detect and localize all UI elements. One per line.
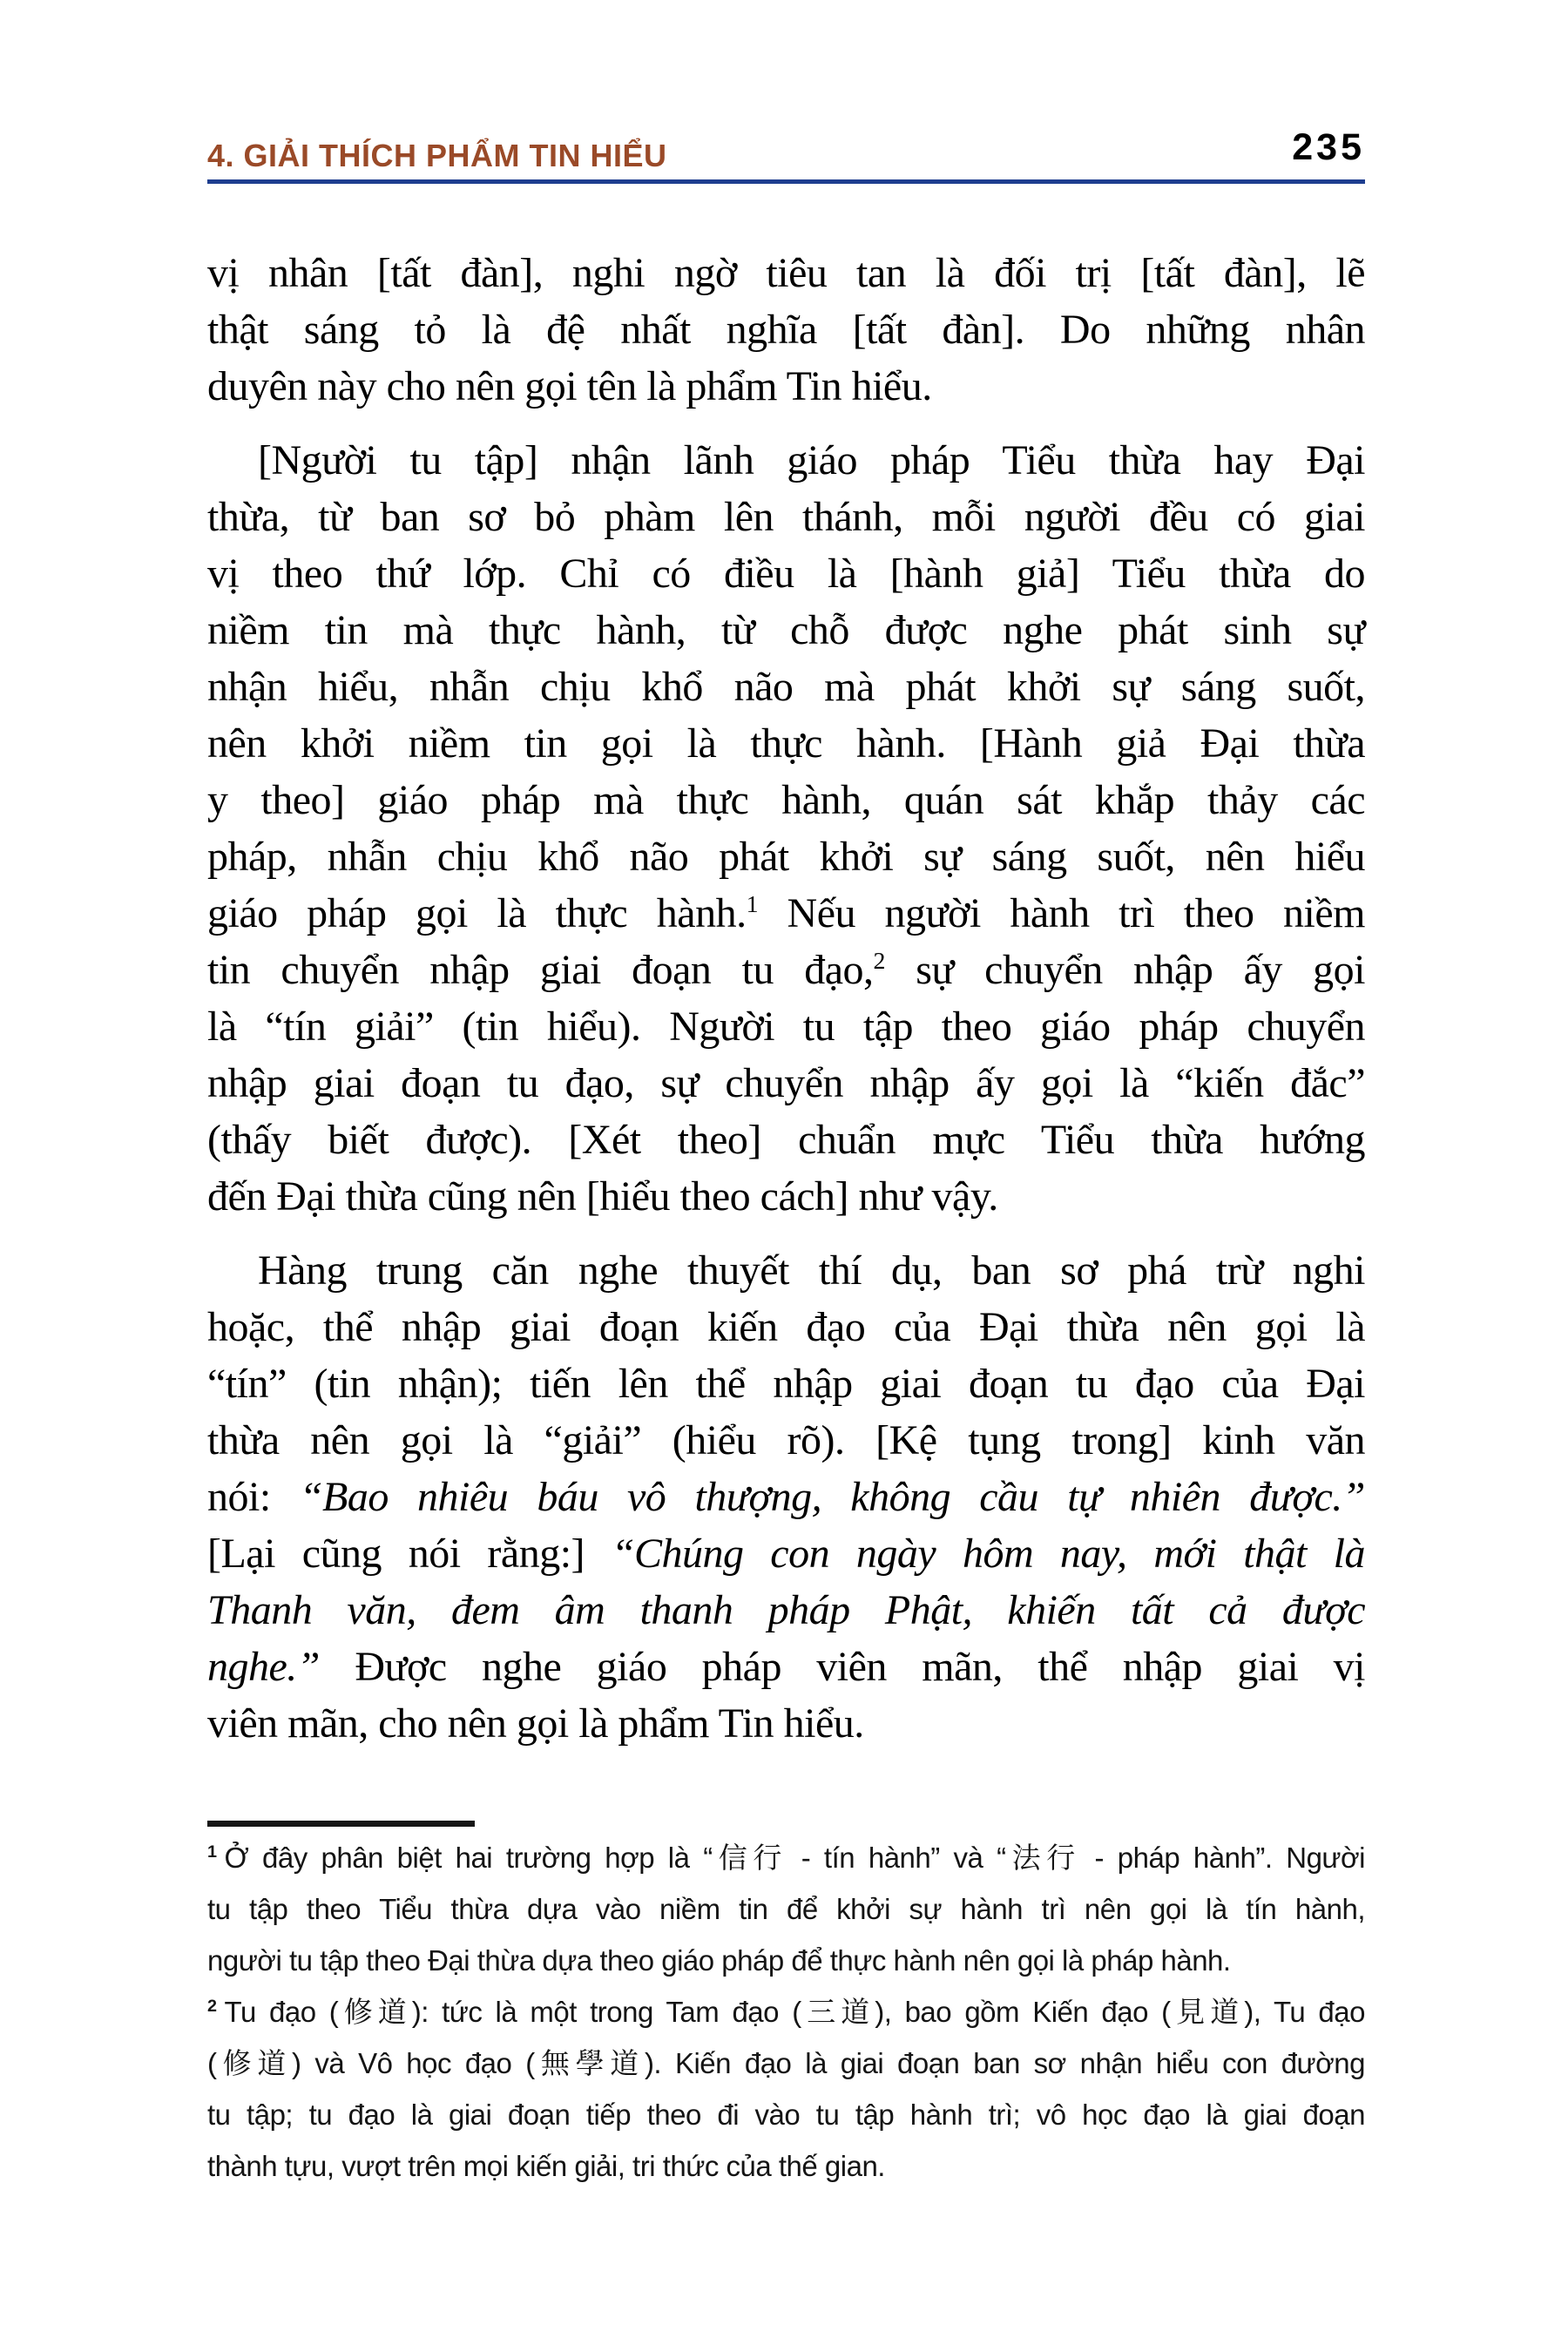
- body-line: y theo] giáo pháp mà thực hành, quán sát khắp thảy các: [207, 777, 1365, 823]
- body-line: pháp, nhẫn chịu khổ não phát khởi sự sáng suốt, nên hiểu: [207, 834, 1365, 880]
- body-line: giáo pháp gọi là thực hành.$^1$ Nếu người hành trì theo niềm: [207, 890, 1366, 936]
- body-line: [Người tu tập] nhận lãnh giáo pháp Tiểu thừa hay Đại: [258, 437, 1365, 483]
- body-line: niềm tin mà thực hành, từ chỗ được nghe phát sinh sự: [207, 607, 1365, 653]
- body-line: nhận hiểu, nhẫn chịu khổ não mà phát khởi sự sáng suốt,: [207, 664, 1365, 710]
- body-line: là “tín giải” (tin hiểu). Người tu tập theo giáo pháp chuyển: [207, 1004, 1365, 1050]
- paragraph: [207, 245, 1365, 415]
- quoted-verse-italic: “Bao nhiêu báu vô thượng, không cầu tự nhiên được.”: [299, 1474, 1366, 1520]
- footnote: [207, 1986, 1365, 2192]
- footnote-line: tu tập theo Tiểu thừa dựa vào niềm tin để khởi sự hành trì nên gọi là tín hành,: [207, 1893, 1365, 1925]
- footnote-line: thành tựu, vượt trên mọi kiến giải, tri thức của thế gian.: [207, 2150, 885, 2182]
- body-line: tin chuyển nhập giai đoạn tu đạo,$^2$ sự chuyển nhập ấy gọi: [207, 947, 1365, 993]
- page-header: [0, 0, 1568, 184]
- footnote-line: (修道) và Vô học đạo (無學道). Kiến đạo là giai đoạn ban sơ nhận hiểu con đường: [207, 2047, 1365, 2079]
- footnote-marker: 2: [207, 1997, 217, 2016]
- header-row: [207, 126, 1365, 174]
- footnote-rule: [207, 1821, 475, 1827]
- body-line: “tín” (tin nhận); tiến lên thể nhập giai đoạn tu đạo của Đại: [207, 1361, 1365, 1407]
- paragraph: [207, 432, 1365, 1225]
- footnote-ref: 1: [746, 891, 758, 918]
- body-line: thừa nên gọi là “giải” (hiểu rõ). [Kệ tụng trong] kinh văn: [207, 1417, 1365, 1463]
- footnote-list: [207, 1832, 1365, 2192]
- footnote-line: tu tập; tu đạo là giai đoạn tiếp theo đi vào tu tập hành trì; vô học đạo là giai đoạn: [207, 2099, 1365, 2131]
- body-line: Hàng trung căn nghe thuyết thí dụ, ban sơ phá trừ nghi: [258, 1247, 1365, 1294]
- quoted-verse-italic: nghe.”: [207, 1644, 320, 1690]
- body-line: [Lại cũng nói rằng:] “Chúng con ngày hôm nay, mới thật là: [207, 1531, 1366, 1577]
- footnote-ref: 2: [873, 948, 885, 975]
- footnotes-section: [207, 1821, 1365, 2192]
- footnote-line: người tu tập theo Đại thừa dựa theo giáo pháp để thực hành nên gọi là pháp hành.: [207, 1944, 1231, 1977]
- body-line: viên mãn, cho nên gọi là phẩm Tin hiểu.: [207, 1700, 864, 1747]
- quoted-verse-italic: “Chúng con ngày hôm nay, mới thật là: [611, 1531, 1366, 1577]
- body-line: hoặc, thể nhập giai đoạn kiến đạo của Đại thừa nên gọi là: [207, 1304, 1365, 1350]
- page-number: 235: [1292, 126, 1365, 168]
- body-line: nói: “Bao nhiêu báu vô thượng, không cầu tự nhiên được.”: [207, 1474, 1366, 1520]
- body-line: nhập giai đoạn tu đạo, sự chuyển nhập ấy gọi là “kiến đắc”: [207, 1060, 1365, 1106]
- body-line: duyên này cho nên gọi tên là phẩm Tin hiểu.: [207, 363, 932, 409]
- quoted-verse-italic: Thanh văn, đem âm thanh pháp Phật, khiến tất cả được: [207, 1587, 1365, 1633]
- body-line: thật sáng tỏ là đệ nhất nghĩa [tất đàn]. Do những nhân: [207, 307, 1365, 353]
- body-line: thừa, từ ban sơ bỏ phàm lên thánh, mỗi người đều có giai: [207, 494, 1365, 540]
- body-line: nên khởi niềm tin gọi là thực hành. [Hành giả Đại thừa: [207, 720, 1365, 767]
- footnote: [207, 1832, 1365, 1986]
- paragraph: [207, 1242, 1365, 1752]
- body-line: nghe.” Được nghe giáo pháp viên mãn, thể nhập giai vị: [207, 1644, 1365, 1690]
- chapter-title: 4. GIẢI THÍCH PHẨM TIN HIỂU: [207, 138, 667, 173]
- body-text: [207, 245, 1365, 1752]
- header-rule: [207, 179, 1365, 184]
- footnote-marker: 1: [207, 1842, 217, 1862]
- body-line: vị theo thứ lớp. Chỉ có điều là [hành giả] Tiểu thừa do: [207, 551, 1365, 597]
- body-line: vị nhân [tất đàn], nghi ngờ tiêu tan là đối trị [tất đàn], lẽ: [207, 250, 1365, 296]
- footnote-line: $^1$ Ở đây phân biệt hai trường hợp là “信行 - tín hành” và “法行 - pháp hành”. Người: [207, 1842, 1365, 1874]
- footnote-line: $^2$ Tu đạo (修道): tức là một trong Tam đạo (三道), bao gồm Kiến đạo (見道), Tu đạo: [207, 1996, 1365, 2028]
- body-line: đến Đại thừa cũng nên [hiểu theo cách] như vậy.: [207, 1173, 998, 1220]
- body-line: (thấy biết được). [Xét theo] chuẩn mực Tiểu thừa hướng: [207, 1117, 1365, 1163]
- body-line: [207, 1582, 1365, 1639]
